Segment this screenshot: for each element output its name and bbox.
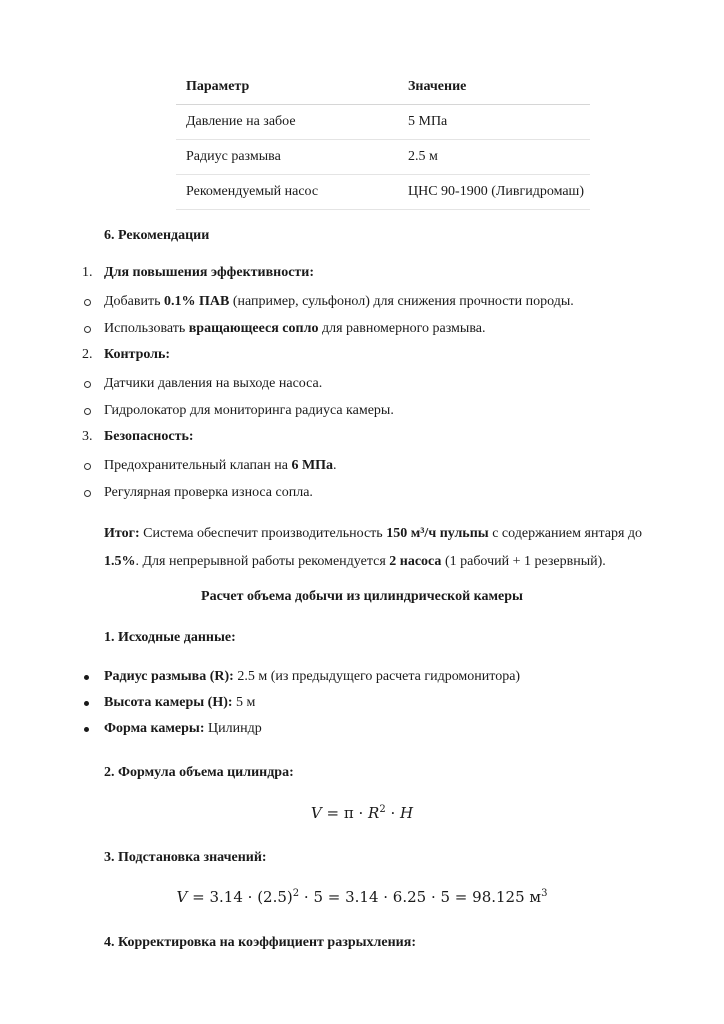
- bullet-icon: [84, 675, 89, 680]
- bullet-icon: [84, 701, 89, 706]
- list-item: Регулярная проверка износа сопла.: [104, 485, 313, 500]
- list-item-title: Безопасность:: [104, 429, 194, 444]
- table-header-row: [176, 70, 590, 105]
- table-cell: Радиус размыва: [176, 140, 398, 175]
- table-row: [176, 175, 590, 210]
- list-item-title: Контроль:: [104, 347, 171, 362]
- substitution-formula: $V = 3.14 \cdot (2.5)^2 \cdot 5 = 3.14 \cdot 6.25 \cdot 5 = 98.125$ $м^3$: [176, 888, 548, 906]
- list-number: 2.: [82, 347, 93, 362]
- hollow-bullet-icon: [84, 381, 91, 388]
- calc-title: Расчет объема добычи из цилиндрической камеры: [201, 589, 523, 604]
- list-item: Форма камеры: Цилиндр: [104, 721, 262, 736]
- section-6-heading: 6. Рекомендации: [104, 228, 210, 243]
- bullet-icon: [84, 727, 89, 732]
- table-cell: 5 МПа: [398, 105, 590, 140]
- hollow-bullet-icon: [84, 326, 91, 333]
- calc-step-1-heading: 1. Исходные данные:: [104, 630, 236, 645]
- calc-step-4-heading: 4. Корректировка на коэффициент разрыхления:: [104, 935, 416, 950]
- parameters-table: [176, 70, 590, 210]
- header-parameter: Параметр: [176, 70, 398, 105]
- table-cell: 2.5 м: [398, 140, 590, 175]
- calc-step-2-heading: 2. Формула объема цилиндра:: [104, 765, 294, 780]
- list-item: Высота камеры (H): 5 м: [104, 695, 256, 710]
- list-number: 3.: [82, 429, 93, 444]
- list-item: Использовать вращающееся сопло для равномерного размыва.: [104, 321, 486, 336]
- table-cell: Рекомендуемый насос: [176, 175, 398, 210]
- list-number: 1.: [82, 265, 93, 280]
- table-row: [176, 140, 590, 175]
- table-row: [176, 105, 590, 140]
- table-cell: ЦНС 90-1900 (Ливгидромаш): [398, 175, 590, 210]
- summary-paragraph: Итог: Система обеспечит производительность 150 м³/ч пульпы с содержанием янтаря до 1.5%. Для непрерывной работы рекомендуется 2 насоса (1 рабочий + 1 резервный).: [104, 526, 643, 569]
- list-item: Датчики давления на выходе насоса.: [104, 376, 323, 391]
- list-item: Предохранительный клапан на 6 МПа.: [104, 458, 337, 473]
- hollow-bullet-icon: [84, 299, 91, 306]
- list-item: Радиус размыва (R): 2.5 м (из предыдущего расчета гидромонитора): [104, 669, 521, 684]
- calc-step-3-heading: 3. Подстановка значений:: [104, 850, 267, 865]
- header-value: Значение: [398, 70, 590, 105]
- list-item: Добавить 0.1% ПАВ (например, сульфонол) для снижения прочности породы.: [104, 294, 574, 309]
- hollow-bullet-icon: [84, 463, 91, 470]
- hollow-bullet-icon: [84, 408, 91, 415]
- list-item-title: Для повышения эффективности:: [104, 265, 315, 280]
- table-cell: Давление на забое: [176, 105, 398, 140]
- list-item: Гидролокатор для мониторинга радиуса камеры.: [104, 403, 394, 418]
- hollow-bullet-icon: [84, 490, 91, 497]
- cylinder-volume-formula: $V = \pi \cdot R^2 \cdot H$: [310, 804, 414, 822]
